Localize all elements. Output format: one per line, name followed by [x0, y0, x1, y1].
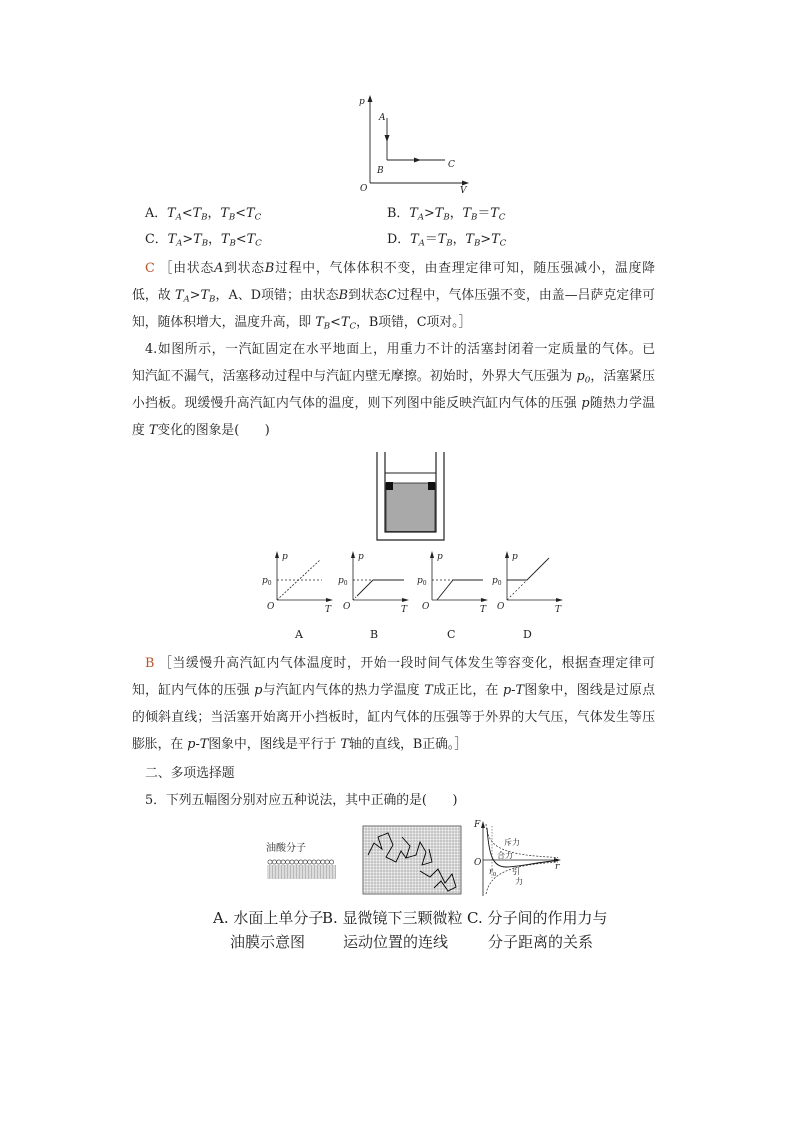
text-line: [132, 390, 655, 417]
variable-letter: T: [491, 232, 500, 247]
variable-letter: T: [246, 206, 255, 221]
r-axis-label: r: [555, 862, 560, 872]
subscript: 0: [584, 375, 591, 386]
molecule-tails: [268, 865, 336, 879]
math-variable: [315, 315, 330, 330]
variable-letter: T: [315, 315, 324, 330]
math-variable: [438, 232, 453, 247]
text-run: ［由状态: [154, 261, 215, 276]
t-axis-label: T: [555, 605, 562, 615]
text-run: B．: [387, 206, 410, 221]
subscript: A: [176, 238, 183, 249]
text-run: ＝: [424, 232, 438, 247]
f-axis-arrow: [481, 821, 485, 828]
text-run: 变化的图象是( ): [157, 423, 270, 438]
subscript: B: [228, 212, 236, 223]
oleic-acid-molecule: [299, 860, 303, 864]
molecule-row: [268, 860, 334, 864]
variable-letter: T: [220, 206, 229, 221]
p-axis-label: p: [359, 97, 365, 107]
caption-c-line2: 分子距离的关系: [488, 933, 594, 951]
variable-letter: A: [214, 261, 224, 276]
variable-letter: T: [174, 288, 184, 303]
extension-dashed-line: [507, 580, 527, 600]
grid-frame: [363, 826, 461, 894]
graph-label-c: C: [447, 628, 456, 641]
p0-label: [492, 576, 502, 587]
option: [145, 227, 387, 253]
r0-var: r: [489, 867, 493, 876]
v-axis-label: V: [460, 186, 467, 196]
resultant-curve: [487, 828, 558, 867]
text-run: 知，随体积增大，温度升高，即: [132, 315, 316, 330]
oleic-acid-molecule: [281, 860, 285, 864]
variable-letter: T: [465, 232, 474, 247]
f-axis-label: F: [474, 820, 481, 830]
p0-var: p: [338, 576, 344, 586]
t-axis-arrow: [481, 598, 488, 602]
graph-d: [488, 548, 568, 618]
text-run: <: [181, 206, 193, 221]
math-variable: [201, 288, 216, 303]
p-axis-label: p: [512, 552, 518, 562]
math-variable: [465, 232, 480, 247]
text-run: 到状态: [348, 288, 387, 303]
math-variable: [339, 288, 348, 303]
p0-sub: 0: [497, 580, 502, 587]
option: [387, 227, 629, 253]
t-axis-arrow: [556, 598, 563, 602]
variable-letter: T: [199, 737, 209, 752]
text-line: [132, 282, 655, 309]
math-variable: [581, 396, 589, 411]
text-run: <: [235, 206, 247, 221]
variable-letter: T: [462, 206, 472, 221]
p-axis-arrow: [505, 551, 509, 558]
oil-film-diagram: [262, 838, 342, 886]
oleic-acid-molecule: [277, 860, 281, 864]
math-variable: [387, 288, 397, 303]
variable-letter: T: [192, 206, 202, 221]
text-run: >: [182, 232, 194, 247]
variable-letter: p: [254, 683, 263, 698]
stop-block-left: [386, 482, 393, 490]
variable-letter: T: [340, 737, 349, 752]
text-line: [132, 336, 655, 363]
caption-b-line1: B. 显微镜下三颗微粒: [322, 909, 463, 927]
variable-letter: T: [515, 683, 525, 698]
variable-letter: T: [410, 232, 419, 247]
oleic-acid-molecule: [290, 860, 294, 864]
text-run: 知汽缸不漏气，活塞移动过程中与汽缸内壁无摩擦。初始时，外界大气压强为: [132, 369, 577, 384]
answer-letter: C: [145, 261, 155, 276]
molecular-force-diagram: [468, 818, 564, 898]
subscript: B: [323, 321, 331, 332]
p-axis-arrow: [430, 551, 434, 558]
text-run: 小挡板。现缓慢升高汽缸内气体的温度，则下列图中能反映汽缸内气体的压强: [132, 396, 582, 411]
graph-line: [357, 580, 404, 596]
state-b-label: B: [377, 166, 384, 176]
text-run: 过程中，气体压强不变，由盖—吕萨克定律可: [396, 288, 656, 303]
subscript: A: [183, 294, 190, 305]
subscript: B: [201, 238, 209, 249]
text-run: 随热力学温: [589, 396, 656, 411]
variable-letter: B: [264, 261, 275, 276]
text-line: [132, 704, 655, 731]
graph-label-b: B: [370, 628, 379, 641]
oleic-acid-molecule: [316, 860, 320, 864]
variable-letter: T: [409, 206, 418, 221]
r0-label: [489, 867, 497, 878]
oleic-acid-molecule: [330, 860, 334, 864]
subscript: A: [175, 212, 182, 223]
text-line: [132, 677, 655, 704]
subscript: B: [201, 212, 208, 223]
subscript: C: [499, 238, 507, 249]
p0-label: [338, 576, 348, 587]
graph-a: [258, 548, 338, 618]
subscript: A: [418, 238, 425, 249]
p0-var: p: [492, 576, 498, 586]
math-variable: [435, 206, 450, 221]
stop-block-right: [428, 482, 435, 490]
p-axis-label: p: [437, 552, 443, 562]
math-variable: [246, 206, 261, 221]
text-line: [132, 255, 655, 282]
text-run: 膨胀，在: [132, 737, 188, 752]
p0-var: p: [262, 576, 268, 586]
option: [387, 201, 629, 227]
variable-letter: p: [187, 737, 196, 752]
math-variable: [463, 206, 478, 221]
text-run: ，活塞紧压: [590, 369, 655, 384]
text-run: ，B项错，C项对。］: [356, 315, 472, 330]
brownian-motion-diagram: [362, 825, 462, 895]
math-variable: [491, 232, 506, 247]
p0-sub: 0: [422, 580, 427, 587]
text-run: ＝: [477, 206, 491, 221]
text-run: 图象中，图线是过原点: [524, 683, 656, 698]
text-run: 轴的直线，B正确。］: [348, 737, 468, 752]
variable-letter: T: [220, 232, 230, 247]
math-variable: [341, 315, 356, 330]
text-run: ，: [449, 206, 463, 221]
math-variable: [516, 683, 525, 698]
caption-b-line2: 运动位置的连线: [343, 933, 449, 951]
p0-var: p: [417, 576, 423, 586]
subscript: A: [417, 212, 425, 223]
section-heading: 二、多项选择题: [145, 766, 235, 781]
oleic-acid-molecule: [325, 860, 329, 864]
math-variable: [409, 206, 424, 221]
cylinder-diagram: [370, 448, 450, 544]
t-axis-label: T: [325, 605, 332, 615]
text-run: -: [195, 737, 200, 752]
attraction-label-2: 力: [515, 877, 523, 886]
pv-diagram: [350, 92, 480, 200]
math-variable: [503, 683, 511, 698]
math-variable: [193, 206, 208, 221]
arrow-down-icon: [385, 135, 390, 142]
q4-stem: [132, 336, 655, 444]
origin-label: O: [474, 858, 482, 868]
caption-a: [213, 906, 323, 954]
math-variable: [167, 206, 182, 221]
subscript: C: [255, 238, 262, 249]
caption-c: [467, 906, 607, 954]
v-axis-arrow: [462, 181, 469, 186]
p0-sub: 0: [343, 580, 348, 587]
text-run: A．: [145, 206, 168, 221]
p0-label: [262, 576, 272, 587]
text-line: [132, 309, 655, 336]
p-axis-arrow: [351, 551, 355, 558]
text-run: 图象中，图线是平行于: [208, 737, 341, 752]
oleic-acid-molecule: [286, 860, 290, 864]
variable-letter: T: [490, 206, 499, 221]
text-run: 到状态: [223, 261, 265, 276]
text-run: -: [511, 683, 516, 698]
variable-letter: p: [576, 369, 585, 384]
text-run: 度: [132, 423, 149, 438]
variable-letter: B: [338, 288, 349, 303]
variable-letter: T: [434, 206, 444, 221]
origin-label: O: [497, 602, 505, 612]
oleic-acid-molecule: [294, 860, 298, 864]
subscript: B: [229, 238, 236, 249]
text-run: 过程中，气体体积不变，由查理定律可知，随压强减小，温度降: [274, 261, 656, 276]
text-run: >: [424, 206, 435, 221]
oleic-acid-molecule: [308, 860, 312, 864]
option: [145, 201, 387, 227]
p0-sub: 0: [267, 580, 272, 587]
text-run: 的倾斜直线；当活塞开始离开小挡板时，缸内气体的压强等于外界的大气压，气体发生等压: [132, 710, 655, 725]
text-run: ［当缓慢升高汽缸内气体温度时，开始一段时间气体发生等容变化，根据查理定律可: [154, 656, 655, 671]
q5-stem: 5．下列五幅图分别对应五种说法，其中正确的是( ): [145, 793, 458, 808]
text-run: 与汽缸内气体的热力学温度: [262, 683, 425, 698]
math-variable: [214, 261, 223, 276]
gas-region: [386, 483, 435, 532]
text-line: [132, 650, 655, 677]
variable-letter: p: [581, 396, 590, 411]
variable-letter: p: [502, 683, 512, 698]
text-run: D．: [387, 232, 411, 247]
state-c-label: C: [448, 160, 455, 170]
caption-b: [322, 906, 463, 954]
p-axis-arrow: [368, 95, 373, 102]
q4-answer: [132, 650, 655, 758]
r0-sub: 0: [492, 872, 497, 878]
origin-label: O: [343, 602, 351, 612]
text-run: 知，缸内气体的压强: [132, 683, 255, 698]
state-a-label: A: [379, 113, 386, 123]
math-variable: [168, 232, 183, 247]
graph-label-d: D: [523, 628, 532, 641]
oleic-acid-molecule: [312, 860, 316, 864]
q3-options: [145, 201, 629, 253]
origin-label: O: [360, 184, 368, 194]
math-variable: [265, 261, 274, 276]
oleic-acid-molecule: [268, 860, 272, 864]
math-variable: [175, 288, 190, 303]
variable-letter: T: [437, 232, 447, 247]
variable-letter: T: [167, 232, 177, 247]
graph-line: [437, 580, 483, 600]
math-variable: [193, 232, 208, 247]
q3-answer: [132, 255, 655, 336]
origin-label: O: [267, 602, 275, 612]
text-run: C．: [145, 232, 168, 247]
text-run: <: [330, 315, 341, 330]
caption-a-line1: A. 水面上单分子: [213, 909, 324, 927]
oleic-acid-label: 油酸分子: [266, 843, 306, 854]
extension-dashed-line: [353, 596, 357, 600]
subscript: B: [471, 212, 478, 223]
text-line: [132, 363, 655, 390]
arrow-right-icon: [414, 158, 421, 163]
math-variable: [490, 206, 505, 221]
text-line: [132, 731, 655, 758]
p-axis-label: p: [282, 552, 288, 562]
answer-letter: B: [145, 656, 155, 671]
resultant-label: 合力: [497, 851, 513, 860]
text-run: 成正比，在: [432, 683, 503, 698]
t-axis-label: T: [401, 605, 408, 615]
variable-letter: T: [148, 423, 158, 438]
variable-letter: T: [246, 232, 256, 247]
text-run: >: [480, 232, 492, 247]
graph-c: [413, 548, 493, 618]
math-variable: [221, 232, 236, 247]
variable-letter: T: [424, 683, 433, 698]
text-run: 4.如图所示，一汽缸固定在水平地面上，用重力不计的活塞封闭着一定质量的气体。已: [145, 342, 655, 357]
variable-letter: C: [386, 288, 397, 303]
subscript: B: [473, 238, 481, 249]
variable-letter: T: [340, 315, 350, 330]
text-run: ，: [207, 206, 221, 221]
variable-letter: T: [167, 206, 176, 221]
subscript: C: [254, 212, 262, 223]
math-variable: [577, 369, 591, 384]
repulsion-label: 斥力: [504, 838, 520, 847]
text-run: ，A、D项错；由状态: [215, 288, 339, 303]
origin-label: O: [422, 602, 430, 612]
subscript: B: [446, 238, 453, 249]
subscript: B: [209, 294, 216, 305]
text-line: [132, 417, 655, 444]
t-axis-arrow: [326, 598, 333, 602]
variable-letter: T: [193, 232, 202, 247]
math-variable: [424, 683, 433, 698]
oleic-acid-molecule: [321, 860, 325, 864]
attraction-label-1: 引: [512, 867, 520, 876]
math-variable: [247, 232, 262, 247]
t-axis-label: T: [480, 605, 487, 615]
subscript: C: [349, 321, 357, 332]
math-variable: [220, 206, 235, 221]
math-variable: [410, 232, 425, 247]
caption-c-line1: C. 分子间的作用力与: [467, 909, 608, 927]
graph-b: [334, 548, 414, 618]
oleic-acid-molecule: [303, 860, 307, 864]
text-run: <: [235, 232, 247, 247]
math-variable: [340, 737, 349, 752]
text-run: >: [189, 288, 201, 303]
text-run: ，: [452, 232, 466, 247]
p-axis-label: p: [358, 552, 364, 562]
oleic-acid-molecule: [272, 860, 276, 864]
variable-letter: T: [200, 288, 210, 303]
graph-label-a: A: [295, 628, 303, 641]
p0-label: [417, 576, 427, 587]
p-axis-arrow: [275, 551, 279, 558]
text-run: 低，故: [132, 288, 175, 303]
subscript: B: [443, 212, 450, 223]
subscript: C: [498, 212, 506, 223]
t-axis-arrow: [402, 598, 409, 602]
text-run: ，: [208, 232, 221, 247]
caption-a-line2: 油膜示意图: [230, 933, 306, 951]
